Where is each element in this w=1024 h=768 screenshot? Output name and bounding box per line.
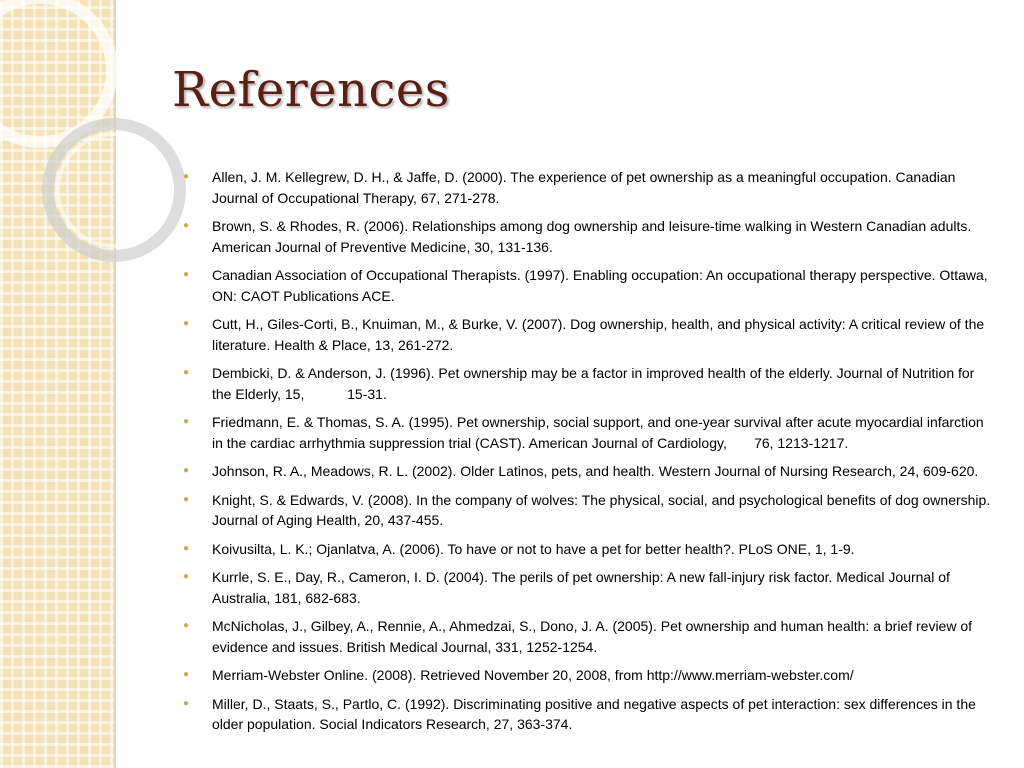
bullet-icon: ●	[182, 367, 190, 378]
bullet-icon: ●	[182, 620, 190, 631]
decorative-sidebar	[0, 0, 114, 768]
bullet-icon: ●	[182, 269, 190, 280]
reference-item	[182, 665, 992, 686]
reference-list	[182, 167, 992, 743]
reference-item	[182, 539, 992, 560]
reference-item	[182, 314, 992, 355]
reference-item	[182, 216, 992, 257]
bullet-icon: ●	[182, 171, 190, 182]
reference-text: Cutt, H., Giles-Corti, B., Knuiman, M., & Burke, V. (2007). Dog ownership, health, and physical activity: A critical review of the literature. Health & Place, 13, 261-272.	[212, 316, 985, 353]
reference-item	[182, 490, 992, 531]
reference-text: Canadian Association of Occupational Therapists. (1997). Enabling occupation: An occupational therapy perspective. Ottawa, ON: CAOT Publications ACE.	[212, 267, 988, 304]
reference-item	[182, 567, 992, 608]
reference-text: Kurrle, S. E., Day, R., Cameron, I. D. (2004). The perils of pet ownership: A new fall-injury risk factor. Medical Journal of Australia, 181, 682-683.	[212, 569, 950, 606]
bullet-icon: ●	[182, 697, 190, 709]
reference-text: Dembicki, D. & Anderson, J. (1996). Pet ownership may be a factor in improved health of the elderly. Journal of Nutrition for the Elderly, 15, 15-31.	[212, 365, 979, 402]
reference-text: Johnson, R. A., Meadows, R. L. (2002). Older Latinos, pets, and health. Western Journal of Nursing Research, 24, 609-620.	[212, 463, 979, 479]
bullet-icon: ●	[182, 465, 190, 476]
reference-text: McNicholas, J., Gilbey, A., Rennie, A., Ahmedzai, S., Dono, J. A. (2005). Pet ownership and human health: a brief review of evidence and issues. British Medical Journal, 331, 1252-1254.	[212, 618, 973, 655]
reference-text: Friedmann, E. & Thomas, S. A. (1995). Pet ownership, social support, and one-year survival after acute myocardial infarction in the cardiac arrhythmia suppression trial (CAST). American Journal of Cardiology, 76, 1213-1217.	[212, 414, 988, 451]
sidebar-divider	[114, 0, 116, 768]
reference-item	[182, 265, 992, 306]
reference-item	[182, 363, 992, 404]
bullet-icon: ●	[182, 220, 190, 231]
bullet-icon: ●	[182, 318, 190, 329]
reference-text: Brown, S. & Rhodes, R. (2006). Relationships among dog ownership and leisure-time walking in Western Canadian adults. American Journal of Preventive Medicine, 30, 131-136.	[212, 218, 972, 255]
reference-item	[182, 167, 992, 208]
reference-item	[182, 616, 992, 657]
reference-item	[182, 412, 992, 453]
reference-text: Knight, S. & Edwards, V. (2008). In the company of wolves: The physical, social, and psychological benefits of dog ownership. Journal of Aging Health, 20, 437-455.	[212, 491, 991, 528]
reference-item	[182, 461, 992, 482]
reference-item	[182, 694, 992, 735]
bullet-icon: ●	[182, 416, 190, 427]
bullet-icon: ●	[182, 493, 190, 505]
bullet-icon: ●	[182, 669, 190, 680]
reference-text: Allen, J. M. Kellegrew, D. H., & Jaffe, D. (2000). The experience of pet ownership as a meaningful occupation. Canadian Journal of Occupational Therapy, 67, 271-278.	[212, 169, 956, 206]
reference-text: Koivusilta, L. K.; Ojanlatva, A. (2006). To have or not to have a pet for better health?. PLoS ONE, 1, 1-9.	[212, 540, 855, 557]
reference-text: Merriam-Webster Online. (2008). Retrieved November 20, 2008, from http://www.merriam-webster.com/	[212, 667, 854, 683]
bullet-icon: ●	[182, 571, 190, 582]
bullet-icon: ●	[182, 542, 190, 554]
reference-text: Miller, D., Staats, S., Partlo, C. (1992). Discriminating positive and negative aspects of pet interaction: sex differences in the older population. Social Indicators Research, 27, 363-374.	[212, 695, 976, 732]
slide-title: References	[172, 62, 450, 118]
